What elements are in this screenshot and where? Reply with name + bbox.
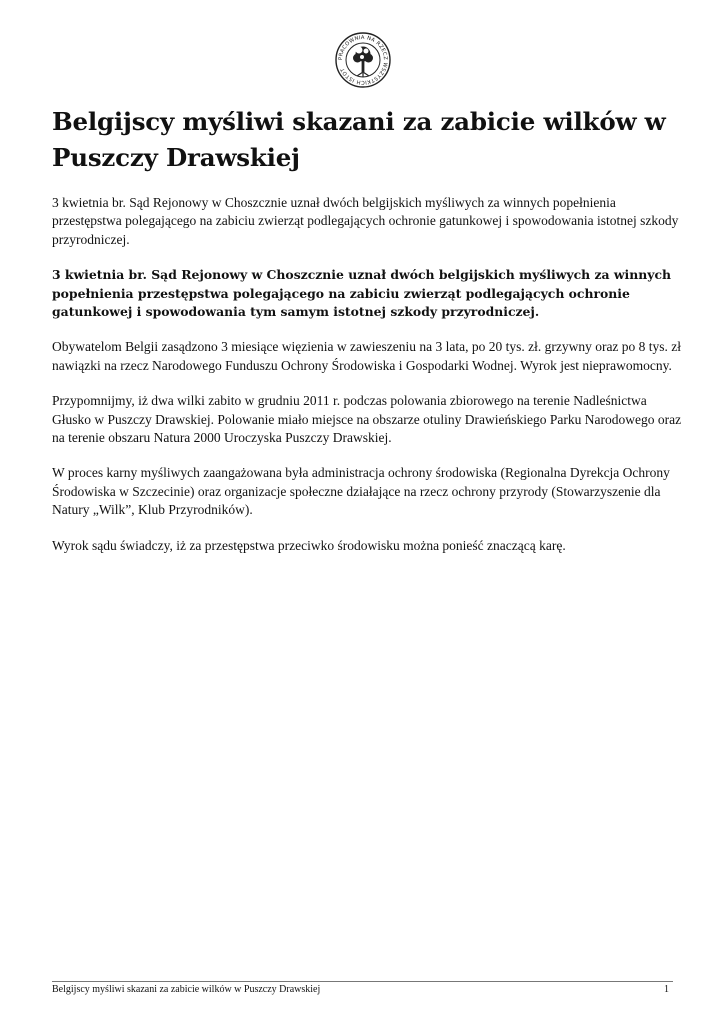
footer-divider: [52, 981, 673, 982]
footer-title: Belgijscy myśliwi skazani za zabicie wilków w Puszczy Drawskiej: [52, 984, 321, 995]
article-paragraph: W proces karny myśliwych zaangażowana była administracja ochrony środowiska (Regionalna Dyrekcja Ochrony Środowiska w Szczecinie) oraz organizacje społeczne działające na rzecz ochrony przyrody (Stowarzyszenie dla Natury „Wilk”, Klub Przyrodników).: [52, 465, 670, 518]
article-title: Belgijscy myśliwi skazani za zabicie wilków w Puszczy Drawskiej: [52, 107, 666, 172]
article-intro: 3 kwietnia br. Sąd Rejonowy w Choszcznie uznał dwóch belgijskich myśliwych za winnych popełnienia przestępstwa polegającego na zabiciu zwierząt podlegających ochronie gatunkowej i spowodowania istotnej szkody przyrodniczej.: [52, 195, 679, 247]
logo-svg: [335, 32, 391, 88]
article-paragraph: Przypomnijmy, iż dwa wilki zabito w grudniu 2011 r. podczas polowania zbiorowego na terenie Nadleśnictwa Głusko w Puszczy Drawskiej. Polowanie miało miejsce na obszarze otuliny Drawieńskiego Parku Narodowego oraz na terenie obszaru Natura 2000 Uroczyska Puszczy Drawskiej.: [52, 393, 682, 446]
tree-seal-logo-icon: [335, 32, 391, 88]
article-paragraph: Wyrok sądu świadczy, iż za przestępstwa przeciwko środowisku można ponieść znaczącą karę.: [52, 537, 566, 553]
article-paragraph: Obywatelom Belgii zasądzono 3 miesiące więzienia w zawieszeniu na 3 lata, po 20 tys. zł. grzywny oraz po 8 tys. zł nawiązki na rzecz Narodowego Funduszu Ochrony Środowiska i Gospodarki Wodnej. Wyrok jest nieprawomocny.: [52, 339, 682, 373]
article-lead: 3 kwietnia br. Sąd Rejonowy w Choszcznie uznał dwóch belgijskich myśliwych za winnych popełnienia przestępstwa polegającego na zabiciu zwierząt podlegających ochronie gatunkowej i spowodowania tym samym istotnej szkody przyrodniczej.: [52, 267, 672, 320]
page-number: 1: [664, 984, 669, 995]
logo-ring-text: PRACOWNIA NA RZECZ WSZYSTKICH ISTOT: [337, 34, 389, 86]
article-body: [52, 194, 682, 572]
